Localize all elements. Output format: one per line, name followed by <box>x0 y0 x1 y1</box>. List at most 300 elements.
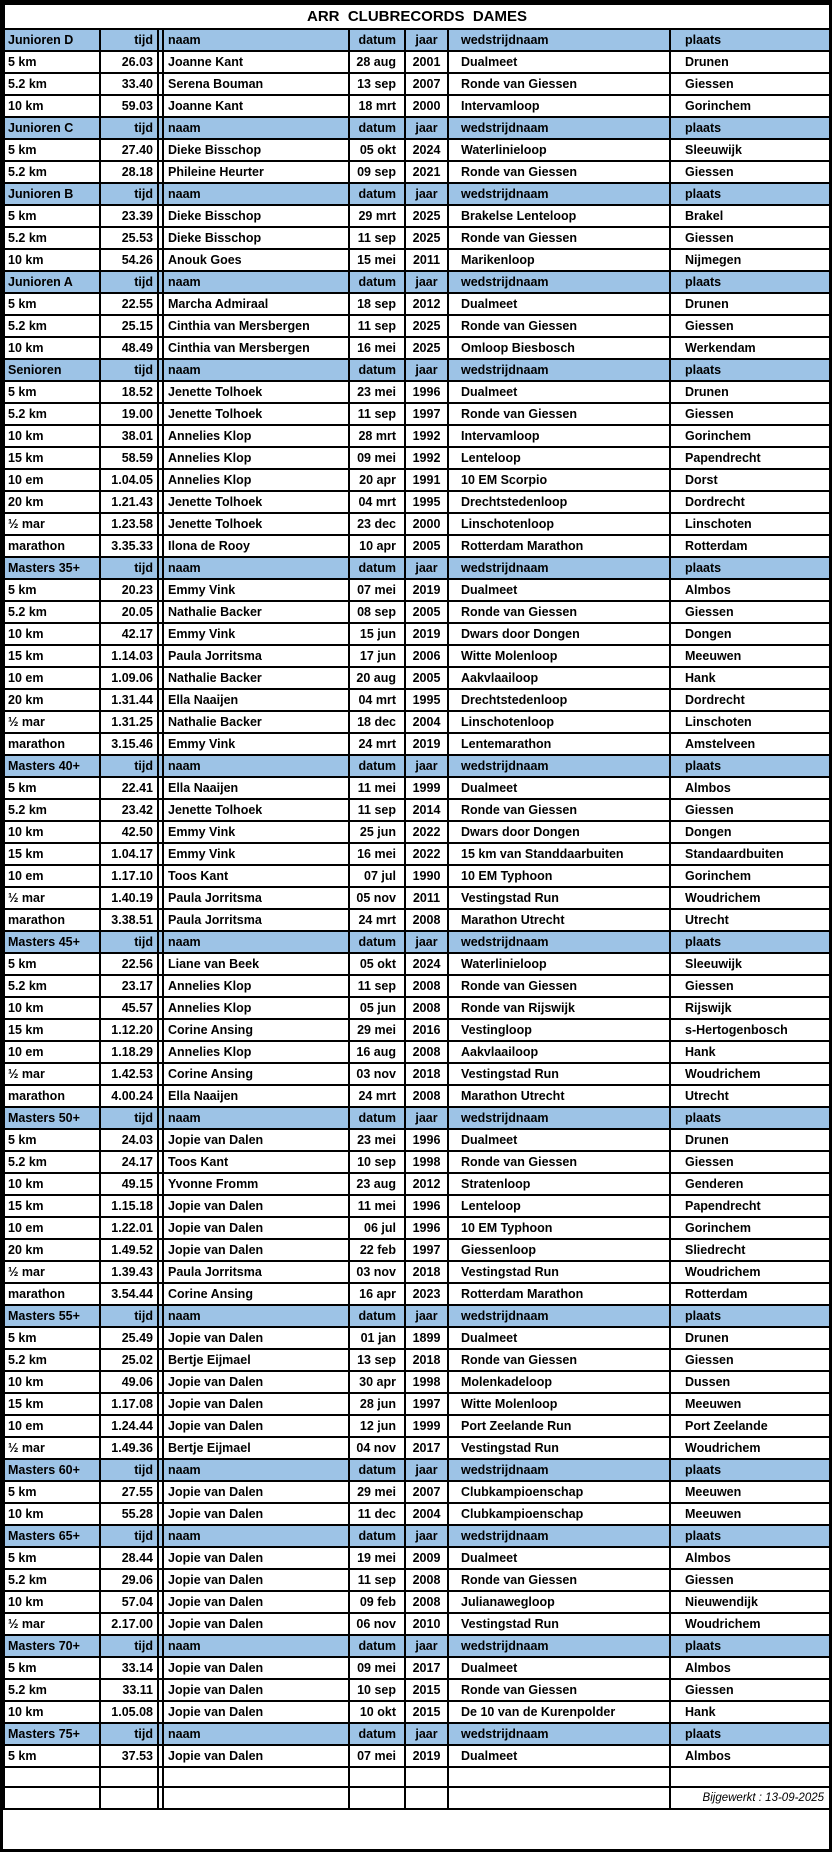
cell-jaar: 1996 <box>405 1217 448 1239</box>
cell-jaar: 1992 <box>405 425 448 447</box>
cell-tijd: 3.15.46 <box>100 733 158 755</box>
cell-wedstrijdnaam: Dualmeet <box>448 1745 670 1767</box>
header-cell-naam: naam <box>163 1723 349 1745</box>
record-row <box>4 623 830 645</box>
cell-tijd: 1.31.25 <box>100 711 158 733</box>
cell-tijd: 1.31.44 <box>100 689 158 711</box>
cell-plaats: Meeuwen <box>670 1481 830 1503</box>
cell-datum: 09 sep <box>349 161 405 183</box>
cell-afstand: 5 km <box>4 1327 100 1349</box>
cell-datum: 16 apr <box>349 1283 405 1305</box>
cell-naam: Nathalie Backer <box>163 667 349 689</box>
cell-afstand: 5.2 km <box>4 403 100 425</box>
cell-naam: Annelies Klop <box>163 425 349 447</box>
header-cell-afstand: Masters 60+ <box>4 1459 100 1481</box>
cell-naam: Annelies Klop <box>163 1041 349 1063</box>
cell-tijd: 28.44 <box>100 1547 158 1569</box>
cell-plaats: Giessen <box>670 975 830 997</box>
cell-afstand: 10 km <box>4 337 100 359</box>
cell-jaar: 1998 <box>405 1371 448 1393</box>
cell-datum: 18 sep <box>349 293 405 315</box>
cell-afstand: 10 em <box>4 1041 100 1063</box>
cell-tijd: 45.57 <box>100 997 158 1019</box>
cell-afstand: 10 em <box>4 469 100 491</box>
header-cell-datum: datum <box>349 557 405 579</box>
cell-jaar: 2012 <box>405 293 448 315</box>
cell-tijd: 42.17 <box>100 623 158 645</box>
header-cell-jaar: jaar <box>405 29 448 51</box>
cell-wedstrijdnaam: Linschotenloop <box>448 711 670 733</box>
cell-naam: Emmy Vink <box>163 733 349 755</box>
header-cell-tijd: tijd <box>100 1107 158 1129</box>
cell-naam: Jenette Tolhoek <box>163 799 349 821</box>
cell-datum: 01 jan <box>349 1327 405 1349</box>
header-cell-wedstrijdnaam: wedstrijdnaam <box>448 1459 670 1481</box>
cell-datum <box>349 1767 405 1787</box>
record-row <box>4 1701 830 1723</box>
cell-tijd: 28.18 <box>100 161 158 183</box>
cell-wedstrijdnaam: Intervamloop <box>448 425 670 447</box>
record-row <box>4 887 830 909</box>
cell-jaar: 1899 <box>405 1327 448 1349</box>
cell-afstand: 10 em <box>4 865 100 887</box>
cell-tijd: 1.21.43 <box>100 491 158 513</box>
cell-naam: Joanne Kant <box>163 51 349 73</box>
cell-wedstrijdnaam: Ronde van Giessen <box>448 1349 670 1371</box>
record-row <box>4 1349 830 1371</box>
cell-datum: 11 sep <box>349 403 405 425</box>
record-row <box>4 1261 830 1283</box>
header-cell-naam: naam <box>163 183 349 205</box>
cell-tijd: 25.49 <box>100 1327 158 1349</box>
cell-plaats: Giessen <box>670 1151 830 1173</box>
cell-naam: Jopie van Dalen <box>163 1503 349 1525</box>
cell-plaats: Hank <box>670 1701 830 1723</box>
record-row <box>4 315 830 337</box>
cell-jaar: 2019 <box>405 733 448 755</box>
header-cell-plaats: plaats <box>670 29 830 51</box>
header-cell-naam: naam <box>163 1107 349 1129</box>
cell-datum: 20 apr <box>349 469 405 491</box>
cell-datum: 08 sep <box>349 601 405 623</box>
cell-jaar: 2012 <box>405 1173 448 1195</box>
cell-plaats: Linschoten <box>670 513 830 535</box>
record-row <box>4 1217 830 1239</box>
cell-datum: 10 okt <box>349 1701 405 1723</box>
cell-plaats: Utrecht <box>670 1085 830 1107</box>
record-row <box>4 667 830 689</box>
cell-afstand: 10 km <box>4 249 100 271</box>
cell-naam: Jenette Tolhoek <box>163 491 349 513</box>
cell-naam: Dieke Bisschop <box>163 205 349 227</box>
cell-naam: Nathalie Backer <box>163 711 349 733</box>
header-cell-jaar: jaar <box>405 1723 448 1745</box>
cell-tijd: 1.04.17 <box>100 843 158 865</box>
section-header-row <box>4 1525 830 1547</box>
cell-tijd: 3.38.51 <box>100 909 158 931</box>
record-row <box>4 579 830 601</box>
header-cell-jaar: jaar <box>405 557 448 579</box>
header-cell-naam: naam <box>163 1305 349 1327</box>
cell-naam: Dieke Bisschop <box>163 227 349 249</box>
cell-plaats: Brakel <box>670 205 830 227</box>
cell-plaats: Giessen <box>670 1679 830 1701</box>
cell-plaats: Woudrichem <box>670 1063 830 1085</box>
cell-wedstrijdnaam: Clubkampioenschap <box>448 1503 670 1525</box>
cell-tijd: 1.24.44 <box>100 1415 158 1437</box>
cell-naam: Paula Jorritsma <box>163 909 349 931</box>
record-row <box>4 139 830 161</box>
cell-wedstrijdnaam: Aakvlaailoop <box>448 1041 670 1063</box>
cell-wedstrijdnaam: Witte Molenloop <box>448 1393 670 1415</box>
cell-datum: 07 mei <box>349 1745 405 1767</box>
cell-tijd: 3.54.44 <box>100 1283 158 1305</box>
cell-plaats: Standaardbuiten <box>670 843 830 865</box>
header-cell-datum: datum <box>349 931 405 953</box>
section-header-row <box>4 29 830 51</box>
cell-afstand: 10 km <box>4 1503 100 1525</box>
record-row <box>4 821 830 843</box>
header-cell-datum: datum <box>349 1107 405 1129</box>
header-cell-tijd: tijd <box>100 117 158 139</box>
cell-wedstrijdnaam <box>448 1787 670 1809</box>
cell-jaar: 2000 <box>405 95 448 117</box>
cell-wedstrijdnaam: Marathon Utrecht <box>448 1085 670 1107</box>
cell-plaats: Meeuwen <box>670 645 830 667</box>
header-cell-tijd: tijd <box>100 29 158 51</box>
header-cell-datum: datum <box>349 183 405 205</box>
cell-naam: Jenette Tolhoek <box>163 381 349 403</box>
cell-tijd: 20.23 <box>100 579 158 601</box>
header-cell-tijd: tijd <box>100 359 158 381</box>
header-cell-wedstrijdnaam: wedstrijdnaam <box>448 1107 670 1129</box>
header-cell-datum: datum <box>349 271 405 293</box>
header-cell-tijd: tijd <box>100 183 158 205</box>
cell-naam: Jopie van Dalen <box>163 1481 349 1503</box>
record-row <box>4 799 830 821</box>
record-row <box>4 293 830 315</box>
header-cell-plaats: plaats <box>670 931 830 953</box>
cell-wedstrijdnaam: Ronde van Giessen <box>448 1151 670 1173</box>
cell-tijd: 1.18.29 <box>100 1041 158 1063</box>
cell-wedstrijdnaam: Julianawegloop <box>448 1591 670 1613</box>
cell-afstand: 10 km <box>4 1591 100 1613</box>
cell-afstand: 5.2 km <box>4 1349 100 1371</box>
cell-datum: 04 mrt <box>349 689 405 711</box>
cell-wedstrijdnaam: Drechtstedenloop <box>448 491 670 513</box>
cell-naam: Cinthia van Mersbergen <box>163 337 349 359</box>
section-header-row <box>4 1305 830 1327</box>
header-cell-afstand: Junioren B <box>4 183 100 205</box>
header-cell-plaats: plaats <box>670 271 830 293</box>
cell-tijd: 22.56 <box>100 953 158 975</box>
cell-tijd: 38.01 <box>100 425 158 447</box>
header-cell-naam: naam <box>163 755 349 777</box>
cell-afstand: 20 km <box>4 689 100 711</box>
cell-plaats: Woudrichem <box>670 1261 830 1283</box>
record-row <box>4 1327 830 1349</box>
cell-jaar: 1996 <box>405 1129 448 1151</box>
cell-jaar <box>405 1787 448 1809</box>
cell-afstand: 20 km <box>4 491 100 513</box>
cell-afstand: 10 km <box>4 821 100 843</box>
cell-tijd: 1.17.08 <box>100 1393 158 1415</box>
cell-naam: Phileine Heurter <box>163 161 349 183</box>
cell-plaats: Amstelveen <box>670 733 830 755</box>
cell-plaats: Giessen <box>670 1349 830 1371</box>
cell-jaar: 2005 <box>405 667 448 689</box>
header-cell-wedstrijdnaam: wedstrijdnaam <box>448 183 670 205</box>
cell-naam: Joanne Kant <box>163 95 349 117</box>
cell-jaar: 2007 <box>405 73 448 95</box>
cell-jaar: 1999 <box>405 1415 448 1437</box>
cell-afstand: ½ mar <box>4 711 100 733</box>
cell-datum: 09 feb <box>349 1591 405 1613</box>
cell-tijd: 22.55 <box>100 293 158 315</box>
cell-tijd: 2.17.00 <box>100 1613 158 1635</box>
header-cell-naam: naam <box>163 359 349 381</box>
cell-tijd: 55.28 <box>100 1503 158 1525</box>
header-cell-datum: datum <box>349 755 405 777</box>
section-header-row <box>4 557 830 579</box>
cell-wedstrijdnaam: Stratenloop <box>448 1173 670 1195</box>
cell-jaar: 1991 <box>405 469 448 491</box>
record-row <box>4 73 830 95</box>
cell-tijd: 29.06 <box>100 1569 158 1591</box>
cell-wedstrijdnaam: Lentemarathon <box>448 733 670 755</box>
record-row <box>4 535 830 557</box>
cell-plaats: Sleeuwijk <box>670 953 830 975</box>
cell-tijd: 33.11 <box>100 1679 158 1701</box>
cell-naam: Dieke Bisschop <box>163 139 349 161</box>
cell-plaats: Giessen <box>670 601 830 623</box>
cell-datum: 16 aug <box>349 1041 405 1063</box>
cell-afstand: 10 km <box>4 623 100 645</box>
cell-jaar: 2024 <box>405 953 448 975</box>
header-cell-afstand: Masters 65+ <box>4 1525 100 1547</box>
cell-tijd: 1.40.19 <box>100 887 158 909</box>
cell-wedstrijdnaam: Dualmeet <box>448 381 670 403</box>
cell-plaats: Genderen <box>670 1173 830 1195</box>
header-cell-tijd: tijd <box>100 931 158 953</box>
cell-plaats: Gorinchem <box>670 1217 830 1239</box>
cell-datum: 10 sep <box>349 1151 405 1173</box>
cell-plaats: Dongen <box>670 623 830 645</box>
cell-jaar: 1997 <box>405 403 448 425</box>
cell-jaar: 2015 <box>405 1679 448 1701</box>
cell-wedstrijdnaam: Marikenloop <box>448 249 670 271</box>
record-row <box>4 1019 830 1041</box>
record-row <box>4 1041 830 1063</box>
cell-plaats: Giessen <box>670 227 830 249</box>
cell-naam: Jopie van Dalen <box>163 1591 349 1613</box>
cell-plaats: Drunen <box>670 51 830 73</box>
record-row <box>4 711 830 733</box>
cell-datum: 13 sep <box>349 73 405 95</box>
cell-jaar: 2005 <box>405 601 448 623</box>
cell-afstand: 15 km <box>4 1195 100 1217</box>
cell-naam <box>163 1787 349 1809</box>
cell-naam: Corine Ansing <box>163 1283 349 1305</box>
cell-plaats: Meeuwen <box>670 1393 830 1415</box>
cell-jaar: 2025 <box>405 205 448 227</box>
header-cell-jaar: jaar <box>405 271 448 293</box>
cell-naam: Jopie van Dalen <box>163 1393 349 1415</box>
cell-plaats: Dordrecht <box>670 491 830 513</box>
record-row <box>4 953 830 975</box>
cell-jaar: 1999 <box>405 777 448 799</box>
cell-naam: Jopie van Dalen <box>163 1239 349 1261</box>
cell-datum: 03 nov <box>349 1261 405 1283</box>
cell-datum: 10 sep <box>349 1679 405 1701</box>
cell-datum: 11 dec <box>349 1503 405 1525</box>
cell-jaar: 1995 <box>405 689 448 711</box>
cell-tijd: 33.14 <box>100 1657 158 1679</box>
cell-afstand: 15 km <box>4 645 100 667</box>
header-cell-wedstrijdnaam: wedstrijdnaam <box>448 1723 670 1745</box>
cell-tijd: 23.39 <box>100 205 158 227</box>
header-cell-naam: naam <box>163 1635 349 1657</box>
cell-plaats: Sliedrecht <box>670 1239 830 1261</box>
record-row <box>4 1063 830 1085</box>
cell-wedstrijdnaam: Linschotenloop <box>448 513 670 535</box>
cell-naam: Emmy Vink <box>163 821 349 843</box>
cell-jaar: 2022 <box>405 821 448 843</box>
header-cell-naam: naam <box>163 117 349 139</box>
cell-jaar: 2014 <box>405 799 448 821</box>
cell-naam: Anouk Goes <box>163 249 349 271</box>
cell-datum: 24 mrt <box>349 1085 405 1107</box>
header-cell-datum: datum <box>349 1723 405 1745</box>
header-cell-tijd: tijd <box>100 1305 158 1327</box>
cell-wedstrijdnaam: Ronde van Giessen <box>448 161 670 183</box>
header-cell-afstand: Junioren A <box>4 271 100 293</box>
cell-datum: 13 sep <box>349 1349 405 1371</box>
cell-tijd: 49.15 <box>100 1173 158 1195</box>
cell-datum: 11 mei <box>349 777 405 799</box>
cell-tijd: 1.23.58 <box>100 513 158 535</box>
cell-jaar: 1990 <box>405 865 448 887</box>
record-row <box>4 1745 830 1767</box>
cell-afstand: 5 km <box>4 205 100 227</box>
cell-wedstrijdnaam: Witte Molenloop <box>448 645 670 667</box>
header-cell-afstand: Junioren D <box>4 29 100 51</box>
cell-jaar: 2004 <box>405 711 448 733</box>
page-title: ARR CLUBRECORDS DAMES <box>4 4 830 29</box>
cell-tijd: 3.35.33 <box>100 535 158 557</box>
cell-wedstrijdnaam: Dwars door Dongen <box>448 623 670 645</box>
cell-tijd: 1.09.06 <box>100 667 158 689</box>
section-header-row <box>4 359 830 381</box>
cell-naam: Emmy Vink <box>163 623 349 645</box>
cell-plaats: Meeuwen <box>670 1503 830 1525</box>
header-cell-plaats: plaats <box>670 1635 830 1657</box>
record-row <box>4 1547 830 1569</box>
cell-afstand: 5 km <box>4 1657 100 1679</box>
cell-plaats: Rotterdam <box>670 535 830 557</box>
cell-datum: 11 sep <box>349 227 405 249</box>
updated-note: Bijgewerkt : 13-09-2025 <box>670 1787 830 1809</box>
cell-wedstrijdnaam: Aakvlaailoop <box>448 667 670 689</box>
cell-datum: 28 mrt <box>349 425 405 447</box>
header-cell-plaats: plaats <box>670 1459 830 1481</box>
cell-naam: Marcha Admiraal <box>163 293 349 315</box>
cell-jaar: 2008 <box>405 1569 448 1591</box>
cell-plaats: Giessen <box>670 73 830 95</box>
cell-afstand: 10 km <box>4 1371 100 1393</box>
cell-afstand: 5.2 km <box>4 315 100 337</box>
record-row <box>4 1481 830 1503</box>
header-cell-afstand: Masters 35+ <box>4 557 100 579</box>
cell-jaar: 2018 <box>405 1349 448 1371</box>
cell-wedstrijdnaam: Vestingstad Run <box>448 887 670 909</box>
record-row <box>4 1591 830 1613</box>
record-row <box>4 1569 830 1591</box>
cell-jaar: 2008 <box>405 997 448 1019</box>
cell-tijd: 1.05.08 <box>100 1701 158 1723</box>
cell-naam: Nathalie Backer <box>163 601 349 623</box>
cell-afstand: marathon <box>4 909 100 931</box>
record-row <box>4 1085 830 1107</box>
cell-afstand: 5 km <box>4 777 100 799</box>
cell-wedstrijdnaam: Dualmeet <box>448 579 670 601</box>
cell-plaats: Dongen <box>670 821 830 843</box>
cell-datum: 09 mei <box>349 447 405 469</box>
cell-wedstrijdnaam: Clubkampioenschap <box>448 1481 670 1503</box>
header-cell-datum: datum <box>349 1459 405 1481</box>
cell-datum: 06 nov <box>349 1613 405 1635</box>
record-row <box>4 403 830 425</box>
header-cell-wedstrijdnaam: wedstrijdnaam <box>448 755 670 777</box>
record-row <box>4 249 830 271</box>
cell-wedstrijdnaam: Lenteloop <box>448 447 670 469</box>
cell-jaar: 2017 <box>405 1437 448 1459</box>
header-cell-tijd: tijd <box>100 755 158 777</box>
cell-wedstrijdnaam: Vestingstad Run <box>448 1613 670 1635</box>
cell-wedstrijdnaam: Rotterdam Marathon <box>448 535 670 557</box>
cell-plaats: Drunen <box>670 1327 830 1349</box>
cell-afstand: 5 km <box>4 1547 100 1569</box>
cell-wedstrijdnaam: 10 EM Scorpio <box>448 469 670 491</box>
cell-datum: 23 dec <box>349 513 405 535</box>
cell-afstand: 15 km <box>4 447 100 469</box>
cell-afstand: ½ mar <box>4 887 100 909</box>
cell-afstand: 15 km <box>4 843 100 865</box>
cell-jaar: 2025 <box>405 227 448 249</box>
cell-naam: Annelies Klop <box>163 975 349 997</box>
cell-datum: 06 jul <box>349 1217 405 1239</box>
cell-jaar: 2023 <box>405 1283 448 1305</box>
header-cell-jaar: jaar <box>405 1305 448 1327</box>
cell-jaar: 2016 <box>405 1019 448 1041</box>
cell-datum: 12 jun <box>349 1415 405 1437</box>
cell-afstand: 10 em <box>4 1217 100 1239</box>
header-cell-naam: naam <box>163 29 349 51</box>
record-row <box>4 51 830 73</box>
cell-wedstrijdnaam: Vestingloop <box>448 1019 670 1041</box>
record-row <box>4 909 830 931</box>
cell-naam: Jopie van Dalen <box>163 1701 349 1723</box>
record-row <box>4 469 830 491</box>
cell-tijd: 59.03 <box>100 95 158 117</box>
records-table-body <box>4 29 830 1809</box>
cell-afstand <box>4 1767 100 1787</box>
record-row <box>4 1657 830 1679</box>
cell-wedstrijdnaam: Dualmeet <box>448 1547 670 1569</box>
cell-jaar: 1995 <box>405 491 448 513</box>
cell-plaats: Port Zeelande <box>670 1415 830 1437</box>
cell-plaats: Woudrichem <box>670 1437 830 1459</box>
